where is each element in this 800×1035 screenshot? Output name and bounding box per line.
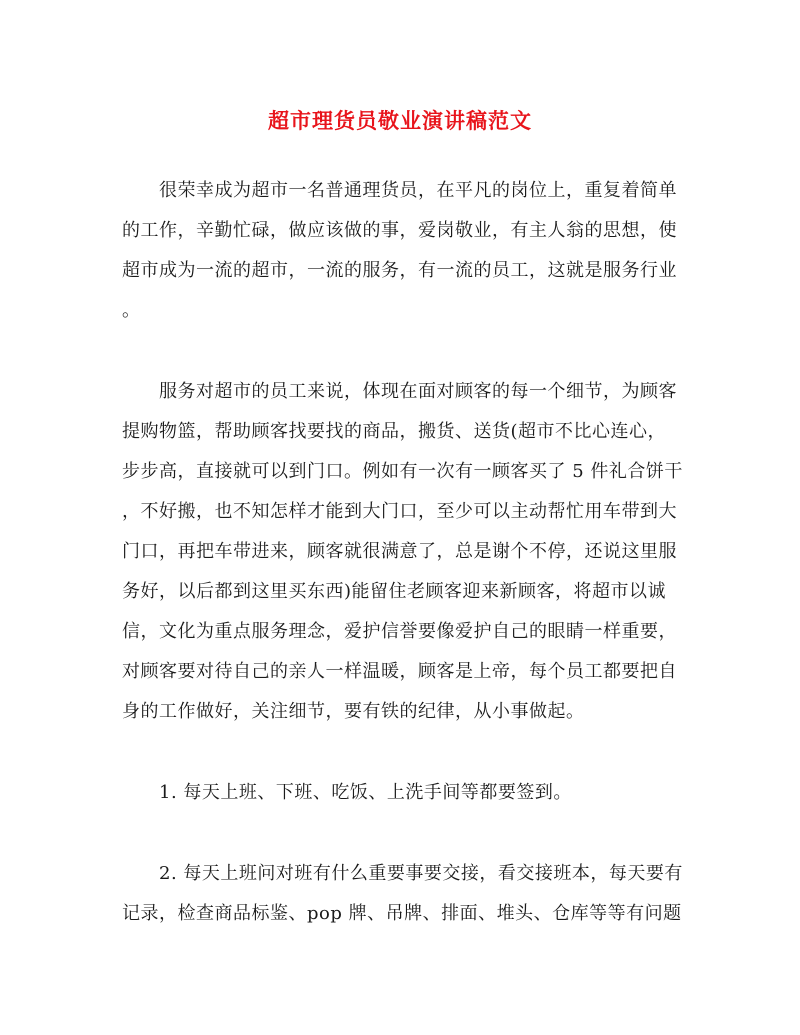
paragraph-2-line-9: 身的工作做好，关注细节，要有铁的纪律，从小事做起。 [122,701,585,722]
paragraph-2-line-5: 门口，再把车带进来，顾客就很满意了，总是谢个不停，还说这里服 [122,541,677,562]
paragraph-2-line-2: 提购物篮，帮助顾客找要找的商品，搬货、送货(超市不比心连心， [122,421,667,442]
paragraph-1-line-3: 超市成为一流的超市，一流的服务，有一流的员工，这就是服务行业 [122,260,677,281]
paragraph-1-line-2: 的工作，辛勤忙碌，做应该做的事，爱岗敬业，有主人翁的思想，使 [122,220,677,241]
paragraph-2-line-7: 信，文化为重点服务理念，爱护信誉要像爱护自己的眼睛一样重要， [122,621,677,642]
paragraph-2-line-3: 步步高，直接就可以到门口。例如有一次有一顾客买了 5 件礼合饼干 [122,461,683,482]
list-item-2-line-2: 记录，检查商品标鉴、pop 牌、吊牌、排面、堆头、仓库等等有问题 [122,903,682,924]
paragraph-2-line-1: 服务对超市的员工来说，体现在面对顾客的每一个细节，为顾客 [159,381,677,402]
paragraph-1-line-4: 。 [122,300,141,321]
list-item-1: 1. 每天上班、下班、吃饭、上洗手间等都要签到。 [159,782,572,803]
paragraph-2-line-6: 务好，以后都到这里买东西)能留住老顾客迎来新顾客，将超市以诚 [122,581,667,602]
paragraph-1-line-1: 很荣幸成为超市一名普通理货员，在平凡的岗位上，重复着简单 [159,180,677,201]
paragraph-2-line-8: 对顾客要对待自己的亲人一样温暖，顾客是上帝，每个员工都要把自 [122,661,677,682]
document-title: 超市理货员敬业演讲稿范文 [268,108,532,133]
paragraph-2-line-4: ，不好搬，也不知怎样才能到大门口，至少可以主动帮忙用车带到大 [122,501,677,522]
list-item-2-line-1: 2. 每天上班问对班有什么重要事要交接，看交接班本，每天要有 [159,863,683,884]
